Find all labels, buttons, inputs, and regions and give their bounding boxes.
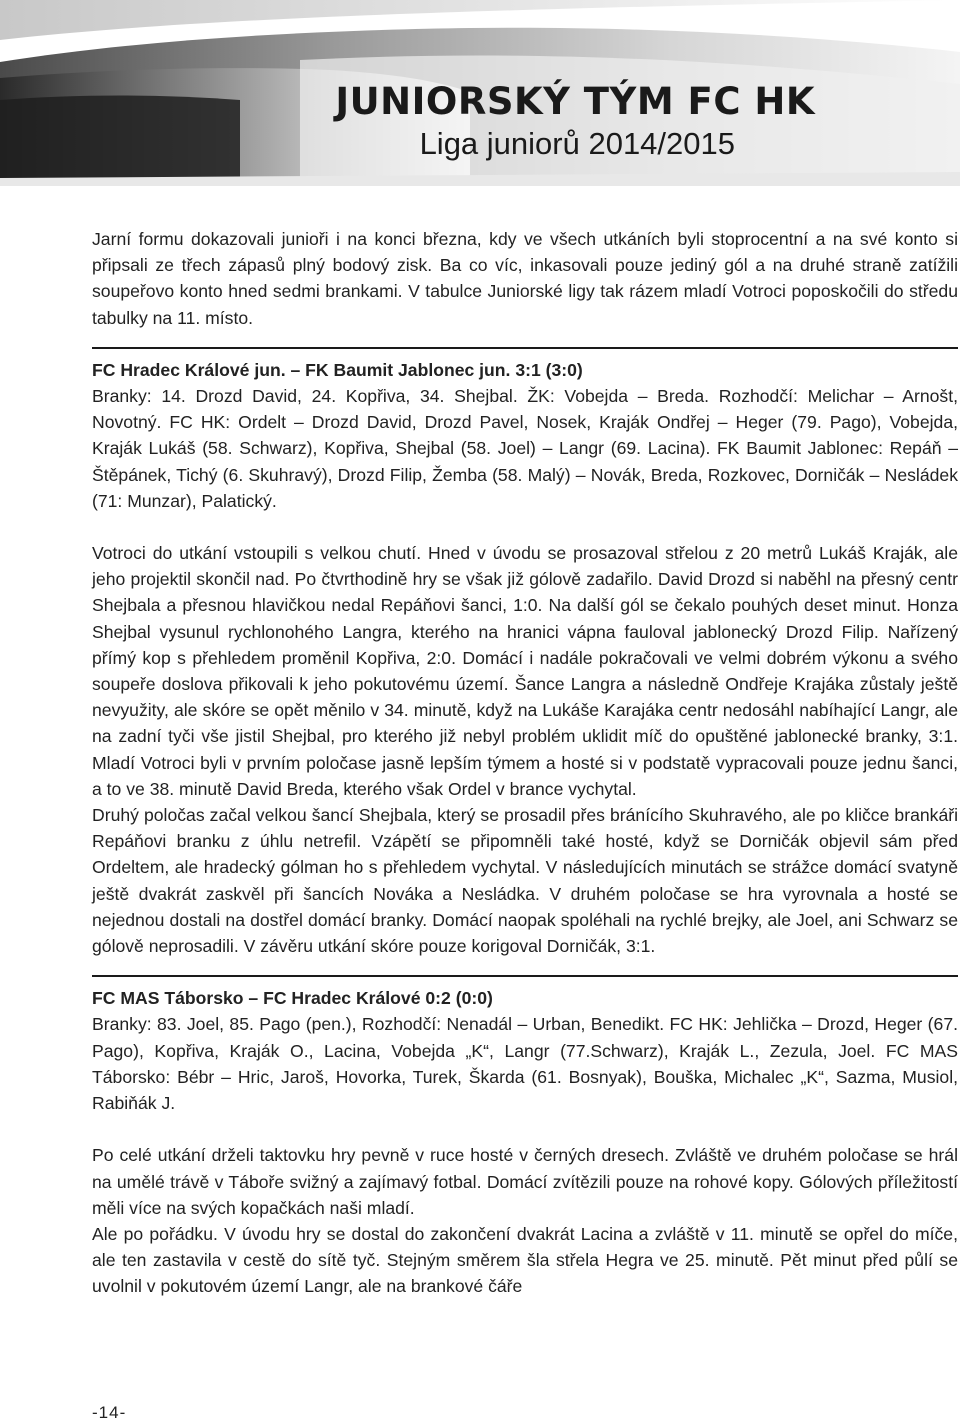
page-subtitle: Liga juniorů 2014/2015 [419, 126, 735, 161]
page-title: JUNIORSKÝ TÝM FC HK [335, 80, 815, 123]
match2-report-summary: Po celé utkání drželi taktovku hry pevně v ruce hosté v černých dresech. Zvláště ve druhém poločase se hrál na umělé trávě v Táboře svižný a zajímavý fotbal. Domácí zvítězili pouze na rohové kopy. Gólových příležitostí měli více na svých kopačkách naši mladí. [92, 1145, 958, 1218]
match1-header [92, 347, 958, 514]
match2-title: FC MAS Táborsko – FC Hradec Králové 0:2 (0:0) [92, 988, 493, 1009]
match2-report-detail: Ale po pořádku. V úvodu hry se dostal do zakončení dvakrát Lacina a zvláště v 11. minutě se opřel do míče, ale ten zastavila v cestě do sítě tyč. Stejným směrem šla střela Hegra ve 25. minutě. Pět minut před půlí se uvolnil v pokutovém území Langr, ale na brankové čáře [92, 1223, 958, 1297]
match1-report-first-half: Votroci do utkání vstoupili s velkou chutí. Hned v úvodu se prosazoval střelou z 20 metrů Lukáš Kraják, ale jeho projektil skončil nad. Po čtvrthodině hry se však již gólově zadařilo. David Drozd si naběhl na přesný centr Shejbala a přesnou hlavičkou nedal Repáňovi šanci, 1:0. Na další gól se čekalo pouhých deset minut. Honza Shejbal vysunul rychlonohého Langra, kterého na hranici vápna fauloval jablonecký Drozd Filip. Nařízený přímý kop s přehledem proměnil Kopřiva, 2:0. Domácí i nadále pokračovali ve velmi dobrém výkonu a svého soupeře doslova přikovali k jeho pokutovému území. Šance Langra a následně Ondřeje Krajáka zůstaly ještě nevyužity, ale skóre se opět měnilo v 34. minutě, když na Lukáše Karajáka centr nedosáhl nabíhající Langr, ale na zadní tyči vše jistil Shejbal, pro kterého již nebyl problém uklidit míč do opuštěné jablonecké branky, 3:1. Mladí Votroci byli v prvním poločase jasně lepším týmem a hosté si v podstatě vypracovali pouze jednu šanci, a to ve 38. minutě David Breda, kterého však Ordel v brance vychytal. [92, 543, 958, 799]
match1-details: Branky: 14. Drozd David, 24. Kopřiva, 34. Shejbal. ŽK: Vobejda – Breda. Rozhodčí: Melichar – Arnošt, Novotný. FC HK: Ordelt – Drozd David, Drozd Pavel, Nosek, Kraják Ondřej – Heger (79. Pago), Vobejda, Kraják Lukáš (58. Schwarz), Kopřiva, Shejbal (58. Joel) – Langr (69. Lacina). FK Baumit Jablonec: Repáň – Štěpánek, Tichý (6. Skuhravý), Drozd Filip, Žemba (58. Malý) – Novák, Breda, Rozkovec, Dorničák – Nesládek (71: Munzar), Palatický. [92, 386, 958, 511]
page-number: -14- [92, 1403, 127, 1422]
intro-paragraph: Jarní formu dokazovali junioři i na konci března, kdy ve všech utkáních byli stoprocentní a na své konto si připsali ze třech zápasů plný bodový zisk. Ba co víc, inkasovali pouze jediný gól a na druhé straně zatížili soupeřovo konto hned sedmi brankami. V tabulce Juniorské ligy tak rázem mladí Votroci poposkočili do středu tabulky na 11. místo. [92, 229, 958, 328]
match1-report-second-half: Druhý poločas začal velkou šancí Shejbala, který se prosadil přes bránícího Skuhravého, ale po kličce brankáři Repáňovi branku z úhlu netrefil. Vzápětí se připomněli také hosté, když se Dorničák objevil sám před Ordeltem, ale hradecký gólman ho s přehledem vychytal. V následujících minutách se strážce domácí svatyně ještě dvakrát zaskvěl při šancích Nováka a Nesládka. V druhém poločase se hra vyrovnala a hosté se nejednou dostali na dostřel domácí branky. Domácí naopak spoléhali na rychlé brejky, ale Joel, ani Schwarz se gólově neprosadili. V závěru utkání skóre pouze korigoval Dorničák, 3:1. [92, 805, 958, 957]
match1-title: FC Hradec Králové jun. – FK Baumit Jablonec jun. 3:1 (3:0) [92, 359, 583, 380]
match2-details: Branky: 83. Joel, 85. Pago (pen.), Rozhodčí: Nenadál – Urban, Benedikt. FC HK: Jehlička – Drozd, Heger (67. Pago), Kopřiva, Kraják O., Lacina, Vobejda „K“, Langr (77.Schwarz), Kraják L., Zezula, Joel. FC MAS Táborsko: Bébr – Hric, Jaroš, Hovorka, Turek, Škarda (61. Bosnyak), Bouška, Michalec „K“, Sazma, Musiol, Rabiňák J. [92, 1014, 958, 1114]
match2-header [92, 975, 958, 1116]
article-body [92, 226, 958, 1300]
